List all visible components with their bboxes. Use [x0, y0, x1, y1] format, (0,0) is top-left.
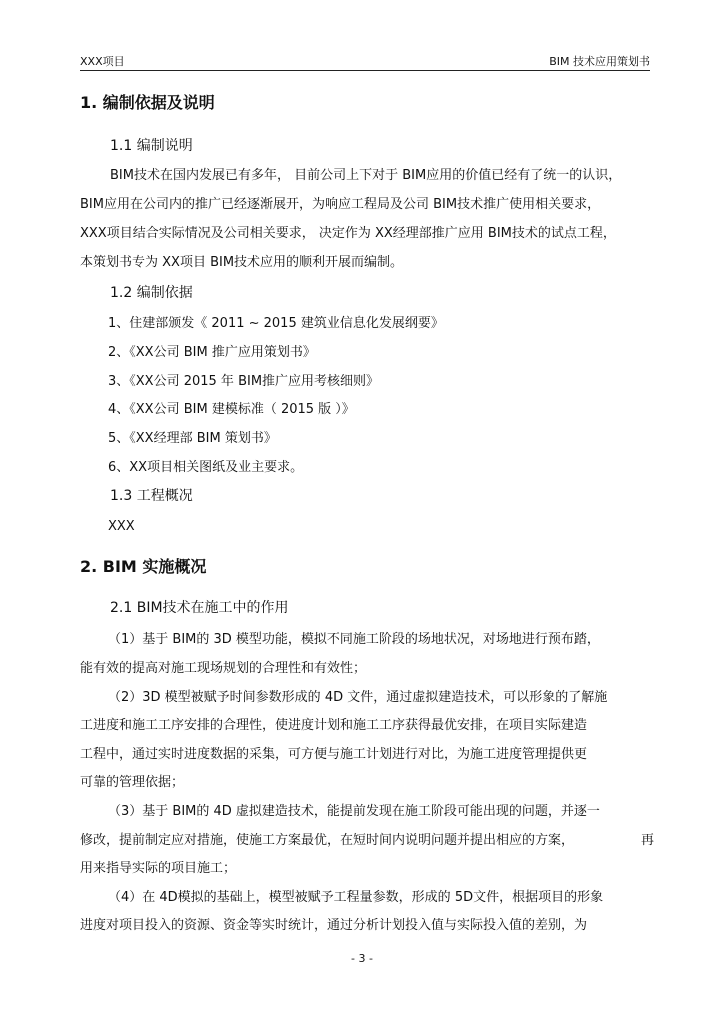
paragraph-line: （3）基于 BIM的 4D 虚拟建造技术，能提前发现在施工阶段可能出现的问题，并逐一	[108, 804, 600, 819]
paragraph-line: 工程中，通过实时进度数据的采集，可方便与施工计划进行对比，为施工进度管理提供更	[80, 747, 588, 762]
page-number: - 3 -	[351, 952, 373, 965]
subsection-1-1-heading: 1.1 编制说明	[110, 138, 193, 154]
header-project-name: XXX项目	[80, 55, 125, 68]
project-overview-text: XXX	[108, 519, 135, 534]
reference-list-item: 1、住建部颁发《 2011 ~ 2015 建筑业信息化发展纲要》	[108, 316, 444, 331]
paragraph-line: （4）在 4D模拟的基础上，模型被赋予工程量参数，形成的 5D文件，根据项目的形象	[108, 890, 604, 905]
paragraph-line: 本策划书专为 XX项目 BIM技术应用的顺利开展而编制。	[80, 255, 404, 270]
header-document-title: BIM 技术应用策划书	[549, 55, 650, 68]
paragraph-line: 修改，提前制定应对措施，使施工方案最优，在短时间内说明问题并提出相应的方案，	[80, 833, 575, 848]
reference-list-item: 4、《XX公司 BIM 建模标准（ 2015 版 ）》	[108, 402, 355, 417]
paragraph-line: （2）3D 模型被赋予时间参数形成的 4D 文件，通过虚拟建造技术，可以形象的了解施	[108, 690, 608, 705]
page-header	[80, 54, 650, 71]
paragraph-line: XXX项目结合实际情况及公司相关要求， 决定作为 XX经理部推广应用 BIM技术的试点工程，	[80, 226, 616, 241]
reference-list-item: 6、XX项目相关图纸及业主要求。	[108, 460, 304, 475]
subsection-1-2-heading: 1.2 编制依据	[110, 285, 193, 301]
reference-list-item: 5、《XX经理部 BIM 策划书》	[108, 431, 277, 446]
paragraph-line: 工进度和施工工序安排的合理性，使进度计划和施工工序获得最优安排，在项目实际建造	[80, 718, 588, 733]
paragraph-line-end-char: 再	[641, 833, 655, 848]
section-1-heading: 1. 编制依据及说明	[80, 93, 215, 112]
reference-list-item: 3、《XX公司 2015 年 BIM推广应用考核细则》	[108, 374, 380, 389]
section-2-heading: 2. BIM 实施概况	[80, 557, 207, 576]
subsection-1-3-heading: 1.3 工程概况	[110, 488, 193, 504]
paragraph-line: （1）基于 BIM的 3D 模型功能，模拟不同施工阶段的场地状况，对场地进行预布踏，	[108, 632, 600, 647]
paragraph-line: BIM应用在公司内的推广已经逐渐展开，为响应工程局及公司 BIM技术推广使用相关要求，	[80, 197, 601, 212]
paragraph-line: 能有效的提高对施工现场规划的合理性和有效性；	[80, 661, 367, 676]
paragraph-line: BIM技术在国内发展已有多年， 目前公司上下对于 BIM应用的价值已经有了统一的认识，	[110, 168, 622, 183]
paragraph-line: 用来指导实际的项目施工；	[80, 861, 237, 876]
paragraph-line: 进度对项目投入的资源、资金等实时统计，通过分析计划投入值与实际投入值的差别，为	[80, 918, 588, 933]
reference-list-item: 2、《XX公司 BIM 推广应用策划书》	[108, 345, 316, 360]
paragraph-line: 可靠的管理依据；	[80, 775, 185, 790]
subsection-2-1-heading: 2.1 BIM技术在施工中的作用	[110, 600, 289, 616]
